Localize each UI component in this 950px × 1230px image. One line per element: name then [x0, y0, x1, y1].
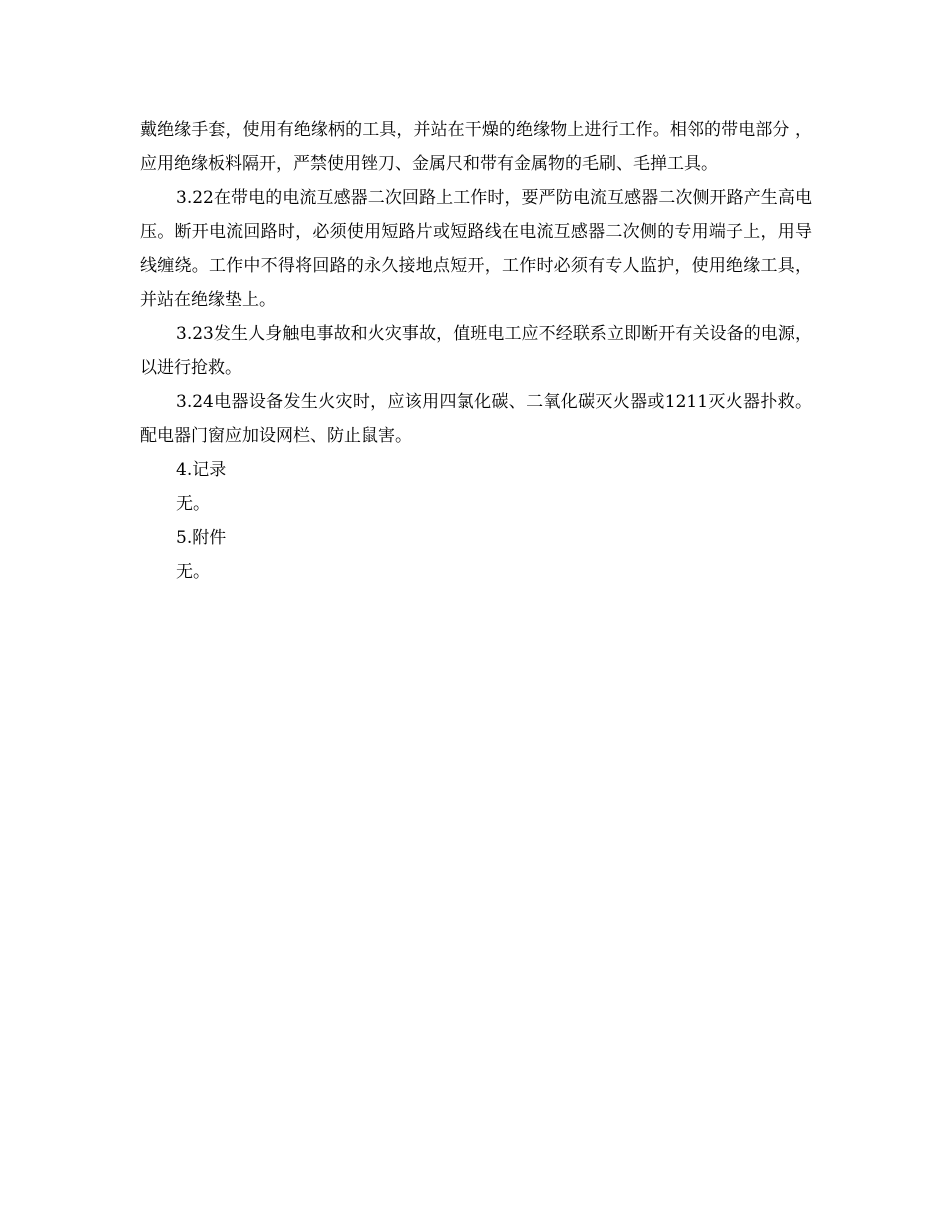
attachments-content: 无。: [176, 562, 210, 582]
paragraph-continuation: 戴绝缘手套，使用有绝缘柄的工具，并站在干燥的绝缘物上进行工作。相邻的带电部分 ，应用绝缘板料隔开，严禁使用锉刀、金属尺和带有金属物的毛刷、毛掸工具。: [140, 120, 812, 174]
section-heading-attachments: 5.附件: [176, 528, 227, 548]
document-body: [140, 113, 812, 589]
paragraph-3-23: 3.23发生人身触电事故和火灾事故，值班电工应不经联系立即断开有关设备的电源，以进行抢救。: [140, 324, 812, 378]
section-heading-records: 4.记录: [176, 460, 227, 480]
records-content: 无。: [176, 494, 210, 514]
paragraph-3-24: 3.24电器设备发生火灾时，应该用四氯化碳、二氧化碳灭火器或1211灭火器扑救。配电器门窗应加设网栏、防止鼠害。: [140, 392, 812, 446]
paragraph-3-22: 3.22在带电的电流互感器二次回路上工作时，要严防电流互感器二次侧开路产生高电压。断开电流回路时，必须使用短路片或短路线在电流互感器二次侧的专用端子上，用导线缠绕。工作中不得将回路的永久接地点短开，工作时必须有专人监护，使用绝缘工具，并站在绝缘垫上。: [140, 188, 812, 310]
